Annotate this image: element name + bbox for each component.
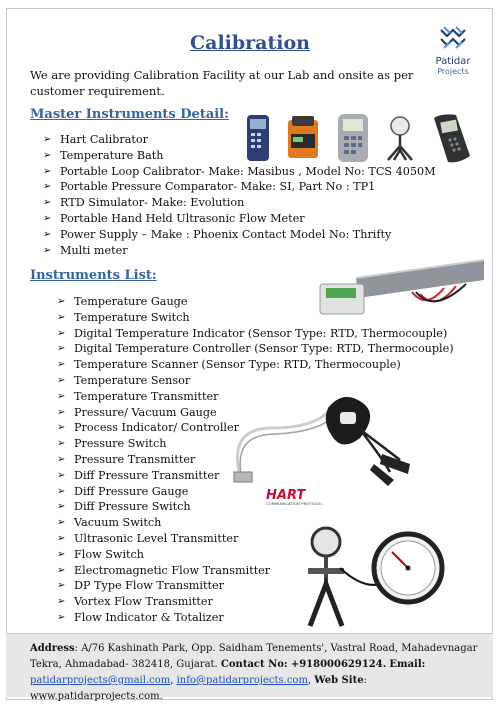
master-instrument-item-label: Multi meter: [60, 243, 128, 257]
footer-contact: [6, 633, 493, 702]
arrow-bullet-icon: ➢: [57, 611, 66, 623]
page-title: Calibration: [190, 32, 310, 54]
rtd-scanner-image: [316, 258, 488, 318]
contact-number: +918000629124.: [290, 659, 387, 670]
arrow-bullet-icon: ➢: [43, 212, 52, 224]
instrument-item-label: Ultrasonic Level Transmitter: [74, 531, 239, 545]
master-instrument-item-label: Temperature Bath: [60, 148, 164, 162]
instrument-item-label: Temperature Sensor: [74, 373, 191, 387]
arrow-bullet-icon: ➢: [57, 485, 66, 497]
arrow-bullet-icon: ➢: [57, 501, 66, 513]
arrow-bullet-icon: ➢: [57, 438, 66, 450]
patidar-logo-icon: [438, 24, 468, 52]
instrument-item: [57, 499, 454, 515]
hart-calibrator-image: [247, 115, 269, 161]
master-instrument-item-label: RTD Simulator- Make: Evolution: [60, 196, 245, 210]
pressure-gauge-pump-image: [296, 522, 484, 632]
arrow-bullet-icon: ➢: [57, 517, 66, 529]
master-instrument-item-label: Portable Loop Calibrator- Make: Masibus , Model No: TCS 4050M: [60, 164, 436, 178]
arrow-bullet-icon: ➢: [43, 181, 52, 193]
instrument-item: [57, 341, 454, 357]
email-label: Email:: [389, 659, 426, 670]
hart-logo: [266, 489, 330, 506]
instrument-item-label: Digital Temperature Controller (Sensor Type: RTD, Thermocouple): [74, 342, 454, 356]
email-link-1[interactable]: patidarprojects@gmail.com: [30, 675, 171, 686]
instrument-item-label: Process Indicator/ Controller: [74, 421, 239, 435]
instrument-item-label: DP Type Flow Transmitter: [74, 579, 224, 593]
instrument-item-label: Diff Pressure Switch: [74, 500, 191, 514]
loop-calibrator-image: [338, 114, 368, 162]
instrument-item-label: Flow Switch: [74, 547, 144, 561]
instrument-item-label: Temperature Gauge: [74, 295, 188, 308]
address-label: Address: [30, 643, 75, 654]
arrow-bullet-icon: ➢: [57, 532, 66, 544]
instrument-item-label: Temperature Transmitter: [74, 389, 219, 403]
arrow-bullet-icon: ➢: [57, 343, 66, 355]
arrow-bullet-icon: ➢: [57, 580, 66, 592]
master-instrument-item: [43, 195, 436, 211]
instrument-item-label: Digital Temperature Indicator (Sensor Type: RTD, Thermocouple): [74, 326, 448, 340]
arrow-bullet-icon: ➢: [57, 311, 66, 323]
arrow-bullet-icon: ➢: [43, 134, 52, 145]
arrow-bullet-icon: ➢: [57, 296, 66, 307]
flow-meter-image: [434, 114, 470, 162]
arrow-bullet-icon: ➢: [57, 422, 66, 434]
master-instrument-item-label: Hart Calibrator: [60, 133, 148, 146]
master-instrument-item-label: Portable Pressure Comparator- Make: SI, Part No : TP1: [60, 180, 376, 194]
instrument-item-label: Diff Pressure Gauge: [74, 484, 189, 498]
master-instruments-photos: [244, 112, 484, 166]
instrument-item-label: Pressure/ Vacuum Gauge: [74, 405, 217, 419]
instruments-heading: Instruments List:: [30, 268, 157, 283]
company-logo: [428, 24, 478, 76]
instrument-item-label: Temperature Scanner (Sensor Type: RTD, Thermocouple): [74, 358, 401, 372]
instrument-item-label: Electromagnetic Flow Transmitter: [74, 563, 271, 577]
logo-name: Patidar: [435, 56, 471, 67]
arrow-bullet-icon: ➢: [57, 548, 66, 560]
arrow-bullet-icon: ➢: [57, 406, 66, 418]
master-instrument-item-label: Portable Hand Held Ultrasonic Flow Meter: [60, 211, 305, 225]
footer-line-1: Address: A/76 Kashinath Park, Opp. Saidham Tenements', Vastral Road, Mahadevnagar Tekra, Ahmadabad- 382418, Gujarat. Contact No: +918000629124. Email: patidarprojects@gmail.com, info@patidarprojects.com, Web Site: www.patidarprojects.com.: [30, 643, 478, 702]
temperature-bath-image: [288, 116, 318, 158]
hart-logo-text: HART: [266, 488, 306, 503]
website-text[interactable]: : www.patidarprojects.com.: [30, 675, 367, 702]
arrow-bullet-icon: ➢: [43, 165, 52, 177]
intro-text: We are providing Calibration Facility at our Lab and onsite as per customer requirement.: [30, 68, 414, 98]
email-link-2[interactable]: info@patidarprojects.com: [176, 675, 308, 686]
master-instrument-item: [43, 227, 436, 243]
instrument-item-label: Vortex Flow Transmitter: [74, 595, 213, 609]
instrument-item-label: Flow Indicator & Totalizer: [74, 610, 224, 624]
arrow-bullet-icon: ➢: [57, 359, 66, 371]
master-instrument-item-label: Power Supply – Make : Phoenix Contact Model No: Thrifty: [60, 227, 392, 241]
arrow-bullet-icon: ➢: [57, 596, 66, 608]
contact-label: Contact No:: [220, 659, 288, 670]
arrow-bullet-icon: ➢: [57, 453, 66, 465]
arrow-bullet-icon: ➢: [43, 244, 52, 256]
instrument-item-label: Pressure Switch: [74, 437, 167, 451]
pressure-comparator-image: [388, 117, 412, 160]
master-instrument-item: [43, 243, 436, 259]
master-instrument-item: [43, 179, 436, 195]
hart-modem-image: [232, 368, 420, 486]
logo-sub: Projects: [437, 67, 469, 76]
instrument-item-label: Diff Pressure Transmitter: [74, 468, 220, 482]
master-heading: Master Instruments Detail:: [30, 107, 229, 122]
instrument-item-label: Vacuum Switch: [74, 516, 162, 530]
instrument-item: [57, 326, 454, 342]
instrument-item-label: Temperature Switch: [74, 310, 190, 324]
master-instrument-item: [43, 211, 436, 227]
arrow-bullet-icon: ➢: [43, 197, 52, 209]
instrument-item-label: Pressure Transmitter: [74, 452, 196, 466]
address-text: : A/76 Kashinath Park, Opp. Saidham Tenements', Vastral Road, Mahadevnagar Tekra, Ahmadabad- 382418, Gujarat.: [30, 643, 478, 670]
arrow-bullet-icon: ➢: [57, 469, 66, 481]
arrow-bullet-icon: ➢: [43, 228, 52, 240]
arrow-bullet-icon: ➢: [57, 374, 66, 386]
website-label: Web Site: [314, 675, 364, 686]
arrow-bullet-icon: ➢: [57, 327, 66, 339]
arrow-bullet-icon: ➢: [43, 149, 52, 161]
hart-logo-sub: COMMUNICATION PROTOCOL: [266, 502, 323, 506]
arrow-bullet-icon: ➢: [57, 564, 66, 576]
arrow-bullet-icon: ➢: [57, 390, 66, 402]
